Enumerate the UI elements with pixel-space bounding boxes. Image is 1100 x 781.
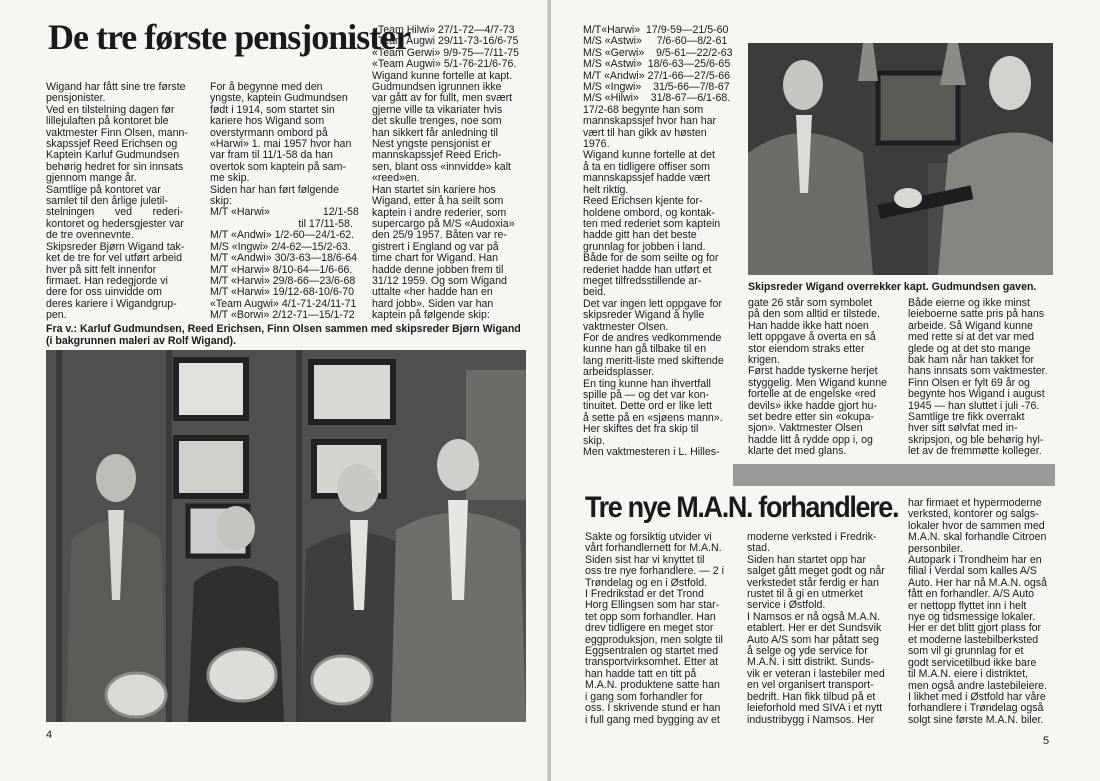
text-line: gjennom mange år. bbox=[46, 172, 137, 185]
text-line: kaptein på følgende skip: bbox=[372, 309, 490, 322]
text-line: M/T «Harwi» 8/10-64—1/6-66. bbox=[210, 263, 353, 276]
text-line: filial i Verdal som kalles A/S bbox=[908, 565, 1037, 578]
text-line: M/S «Ingwi» 31/5-66—7/8-67 bbox=[583, 81, 730, 94]
text-line: skip. bbox=[583, 434, 605, 447]
text-line: M/T «Borwi» 2/12-71—15/1-72 bbox=[210, 309, 355, 322]
text-line: hans innsats som vaktmester. bbox=[908, 365, 1048, 378]
text-line: M/S «Hilwi» 31/8-67—6/1-68. bbox=[583, 92, 731, 105]
text-line: Skipsreder Bjørn Wigand tak- bbox=[46, 240, 185, 253]
text-line: Finn Olsen er fylt 69 år og bbox=[908, 376, 1030, 389]
text-line: kontoret og hedersgjester var bbox=[46, 217, 184, 230]
text-line: lokaler hvor de sammen med bbox=[908, 519, 1045, 532]
text-line: lett oppgave å overta en så bbox=[748, 331, 876, 344]
text-line: i gang som forhandler for bbox=[585, 690, 703, 703]
text-line: Auto. Her har nå M.A.N. også bbox=[908, 576, 1047, 589]
text-line: For de andres vedkommende bbox=[583, 331, 722, 344]
headline: De tre første pensjonister bbox=[48, 17, 411, 57]
text-line: overstyrmann ombord på bbox=[210, 126, 328, 139]
text-line: Samtlige tre fikk overrakt bbox=[908, 411, 1025, 424]
text-line: fortelle at de engelske «red bbox=[748, 388, 876, 401]
text-line: nye og tidsmessige lokaler. bbox=[908, 611, 1036, 624]
text-line: lillejulaften på kontoret ble bbox=[46, 115, 169, 128]
text-line: personbiler. bbox=[908, 542, 963, 555]
text-line: Her skiftes det fra skip til bbox=[583, 423, 699, 436]
text-line: han sikkert får anledning til bbox=[372, 126, 499, 139]
text-line: sjon». Vaktmester Olsen bbox=[748, 422, 863, 435]
text-line: skipsreder Wigand å hylle bbox=[583, 309, 705, 322]
text-line: rustet til å gi en utmerket bbox=[747, 588, 863, 601]
text-line: var fram til 11/1-58 da han bbox=[210, 149, 333, 162]
text-line: M/S «Astwi» 18/6-63—25/6-65 bbox=[583, 58, 731, 71]
text-line: «Team Hilwi» 27/1-72—4/7-73 bbox=[372, 24, 515, 36]
text-line: mannskapssjef hvor han har bbox=[583, 115, 717, 128]
text-line: styggelig. Men Wigand kunne bbox=[748, 376, 887, 389]
text-line: M/T «Andwi» 27/1-66—27/5-66 bbox=[583, 69, 731, 82]
text-line: men også andre lastebileiere. bbox=[908, 679, 1047, 692]
text-line: overtok som kaptein på sam- bbox=[210, 160, 347, 173]
text-line: stor eiendom straks etter bbox=[748, 342, 865, 355]
text-line: hadde denne jobben frem til bbox=[372, 263, 504, 276]
text-line: helt riktig. bbox=[583, 183, 629, 196]
text-line: firmaet. Han redegjorde vi bbox=[46, 274, 168, 287]
text-line: M/S «Gerwi» 9/5-61—22/2-63 bbox=[583, 46, 733, 59]
text-line: et moderne lastebilberksted bbox=[908, 633, 1039, 646]
text-line: glede og at det sto mange bbox=[908, 342, 1031, 355]
text-line: 31/12 1959. Og som Wigand bbox=[372, 274, 507, 287]
text-line: Først hadde tyskerne herjet bbox=[748, 365, 878, 378]
text-line: gjerne ville ta vikariater hvis bbox=[372, 103, 503, 116]
text-line: bedrift. Han fikk tilbud på et bbox=[747, 690, 876, 703]
text-line: Siden sist har vi knyttet til bbox=[585, 553, 705, 566]
text-line: behørig hedret for sin innsats bbox=[46, 160, 184, 173]
text-line: godt servicetilbud ikke bare bbox=[908, 656, 1037, 669]
text-line: hver sitt sølvfat med in- bbox=[908, 422, 1018, 435]
text-line: moderne verksted i Fredrik- bbox=[747, 531, 877, 543]
text-line: oss. I skrivende stund er han bbox=[585, 702, 721, 715]
text-line: hard jobb». Siden var han bbox=[372, 297, 494, 310]
page-number: 4 bbox=[46, 729, 53, 741]
text-line: vaktmester Finn Olsen, mann- bbox=[46, 126, 188, 139]
text-line: vik er veteran i lastebiler med bbox=[747, 667, 885, 680]
text-line: dere for oss uinvidde om bbox=[46, 286, 163, 299]
group-photo-image bbox=[46, 350, 526, 722]
text-line: pen. bbox=[46, 309, 67, 322]
text-line: på den som alltid er tilstede. bbox=[748, 308, 880, 321]
text-line: I likhet med i Østfold har våre bbox=[908, 690, 1046, 703]
text-line: eggproduksjon, men solgte til bbox=[585, 633, 723, 646]
text-line: set bedre etter sin «okupa- bbox=[748, 411, 875, 424]
text-line: Wigand, etter å ha seilt som bbox=[372, 195, 504, 208]
text-line: lang meritt-liste med skiftende bbox=[583, 354, 724, 367]
text-line: krigen. bbox=[748, 354, 780, 367]
text-line: rederiet hadde han utført et bbox=[583, 263, 712, 276]
text-line: skapssjef Reed Erichsen og bbox=[46, 138, 178, 151]
text-line: transportvirksomhet. Etter at bbox=[585, 656, 719, 669]
article-column-1 bbox=[46, 82, 194, 322]
text-line: en vel organisert transport- bbox=[747, 679, 874, 692]
text-line: solgt sine første M.A.N. biler. bbox=[908, 713, 1044, 726]
text-line: å ta en tidligere offiser som bbox=[583, 160, 710, 173]
text-line: å sette på en «sjøens mann». bbox=[583, 411, 723, 424]
text-line: beid. bbox=[583, 286, 606, 299]
text-line: samlet til den årlige juletil- bbox=[46, 195, 168, 208]
right-page bbox=[551, 0, 1100, 781]
text-line: sen, blant oss «innvidde» kalt bbox=[372, 160, 511, 173]
text-line: har firmaet et hypermoderne bbox=[908, 497, 1042, 509]
text-line: kariere hos Wigand som bbox=[210, 115, 325, 128]
text-line: oss tre nye forhandlere. — 2 i bbox=[585, 565, 724, 578]
text-line: M/T «Harwi» 12/1-58 bbox=[210, 206, 359, 219]
section-divider-bar bbox=[733, 464, 1055, 486]
text-line: spille på — og det var kon- bbox=[583, 389, 710, 401]
article-column-7 bbox=[585, 532, 735, 726]
text-line: service i Østfold. bbox=[747, 599, 826, 612]
text-line: I Fredrikstad er det Trond bbox=[585, 588, 704, 601]
text-line: Autopark i Trondheim har en bbox=[908, 554, 1042, 567]
text-line: Sakte og forsiktig utvider vi bbox=[585, 531, 712, 543]
article-column-3 bbox=[372, 25, 522, 322]
text-line: 17/2-68 begynte han som bbox=[583, 103, 704, 116]
text-line: For å begynne med den bbox=[210, 81, 323, 93]
text-line: Gudmundsen igrunnen ikke bbox=[372, 81, 502, 94]
group-photo bbox=[46, 350, 526, 722]
text-line: forhandlere i Trøndelag også bbox=[908, 702, 1044, 715]
text-line: time chart for Wigand. Han bbox=[372, 252, 498, 265]
left-page bbox=[0, 0, 549, 781]
text-line: han hadde tatt en titt på bbox=[585, 667, 697, 680]
text-line: tinuitet. Dette ord er like lett bbox=[583, 400, 712, 413]
article-column-2 bbox=[210, 82, 360, 322]
text-line: kunne han gå tilbake til en bbox=[583, 343, 707, 356]
text-line: «reed»en. bbox=[372, 172, 420, 185]
text-line: Både eierne og ikke minst bbox=[908, 297, 1030, 309]
text-line: gistrert i England og var på bbox=[372, 240, 499, 253]
text-line: «Team Gerwi» 9/9-75—7/11-75 bbox=[372, 46, 520, 59]
text-line: Siden har han ført følgende bbox=[210, 183, 339, 196]
text-line: etablert. Her er det Sundsvik bbox=[747, 622, 882, 635]
text-line: Siden han startet opp har bbox=[747, 553, 866, 566]
text-line: yngste, kaptein Gudmundsen bbox=[210, 92, 348, 105]
text-line: leieforhold med SIVA i et nytt bbox=[747, 702, 883, 715]
text-line: arbeidsplasser. bbox=[583, 366, 655, 379]
text-line: skip: bbox=[210, 195, 232, 208]
award-photo-image bbox=[748, 43, 1053, 275]
text-line: M.A.N. skal forhandle Citroen bbox=[908, 531, 1047, 544]
text-line: klarte det med glans. bbox=[748, 445, 847, 458]
section-headline: Tre nye M.A.N. forhandlere. bbox=[585, 491, 899, 524]
text-line: vaktmester Olsen. bbox=[583, 320, 669, 333]
text-line: ten med rederiet som kaptein bbox=[583, 217, 721, 230]
text-line: å selge og yde service for bbox=[747, 645, 868, 658]
text-line: uttalte «her hadde han en bbox=[372, 286, 493, 299]
text-line: Han hadde ikke hatt noen bbox=[748, 319, 869, 332]
text-line: En ting kunne han ihvertfall bbox=[583, 377, 711, 390]
text-line: kaptein i andre rederier, som bbox=[372, 206, 507, 219]
text-line: Horg Ellingsen som har star- bbox=[585, 599, 720, 612]
text-line: deres kariere i Wigandgrup- bbox=[46, 297, 177, 310]
text-line: holdene ombord, og kontak- bbox=[583, 206, 715, 219]
text-line: vårt forhandlernett for M.A.N. bbox=[585, 542, 722, 555]
text-line: stad. bbox=[747, 542, 770, 555]
text-line: Wigand har fått sine tre første bbox=[46, 81, 186, 93]
text-line: ket de tre for vel utført arbeid bbox=[46, 252, 183, 265]
text-line: «Team Augwi 29/11-73-16/6-75 bbox=[372, 35, 519, 48]
text-line: arbeide. Så Wigand kunne bbox=[908, 319, 1033, 332]
text-line: grunnlag for jobben i land. bbox=[583, 240, 706, 253]
text-line: det skulle trenges, noe som bbox=[372, 115, 502, 128]
text-line: gate 26 står som symbolet bbox=[748, 297, 873, 309]
text-line: den 25/9 1957. Båten var re- bbox=[372, 229, 507, 242]
text-line: 1976. bbox=[583, 138, 610, 151]
text-line: drev tidligere en meget stor bbox=[585, 622, 714, 635]
text-line: Han startet sin kariere hos bbox=[372, 183, 496, 196]
text-line: devils» ikke hadde gjort hu- bbox=[748, 399, 877, 412]
text-line: me skip. bbox=[210, 172, 250, 185]
award-photo-caption: Skipsreder Wigand overrekker kapt. Gudmundsen gaven. bbox=[748, 281, 1037, 293]
article-column-5 bbox=[748, 298, 896, 458]
text-line: «Harwi» 1. mai 1957 hvor han bbox=[210, 138, 352, 151]
text-line: stelningen ved rederi- bbox=[46, 206, 184, 219]
award-photo bbox=[748, 43, 1053, 275]
page-number: 5 bbox=[1043, 735, 1050, 747]
text-line: verkstedet står ferdig er han bbox=[747, 576, 879, 589]
text-line: meget tilfredsstillende ar- bbox=[583, 274, 702, 287]
article-column-6 bbox=[908, 298, 1058, 458]
text-line: født i 1914, som startet sin bbox=[210, 103, 335, 116]
text-line: mannskapssjef Reed Erich- bbox=[372, 149, 502, 162]
text-line: Men vaktmesteren i L. Hilles- bbox=[583, 446, 720, 459]
text-line: let av de fremmøtte kolleger. bbox=[908, 445, 1042, 458]
text-line: Wigand kunne fortelle at kapt. bbox=[372, 69, 513, 82]
text-line: 1945 — han sluttet i juli -76. bbox=[908, 399, 1040, 412]
text-line: Wigand kunne fortelle at det bbox=[583, 149, 715, 162]
text-line: M/S «Ingwi» 2/4-62—15/2-63. bbox=[210, 240, 351, 253]
text-line: M/T «Andwi» 30/3-63—18/6-64 bbox=[210, 252, 358, 265]
text-line: M/T «Andwi» 1/2-60—24/1-62. bbox=[210, 229, 355, 242]
text-line: «Team Augwi» 4/1-71-24/11-71 bbox=[210, 297, 357, 310]
article-column-9 bbox=[908, 498, 1060, 726]
text-line: Kaptein Karluf Gudmundsen bbox=[46, 149, 180, 162]
text-line: supercargo på M/S «Audoxia» bbox=[372, 217, 515, 230]
text-line: hver på sitt felt innenfor bbox=[46, 263, 157, 276]
article-column-4 bbox=[583, 25, 743, 458]
text-line: til M.A.N. eiere i distriktet, bbox=[908, 668, 1029, 681]
text-line: bak ham når han takket for bbox=[908, 354, 1035, 367]
text-line: skripsjon, og ble behørig hyl- bbox=[908, 433, 1044, 446]
text-line: med rette si at det var med bbox=[908, 331, 1035, 344]
text-line: fått en forhandler. A/S Auto bbox=[908, 588, 1035, 601]
text-line: Både for de som seilte og for bbox=[583, 252, 719, 265]
text-line: leieboerne satte pris på hans bbox=[908, 308, 1045, 321]
text-line: industribygg i Namsos. Her bbox=[747, 713, 875, 726]
text-line: Ved en tilstelning dagen før bbox=[46, 103, 175, 116]
text-line: M/T «Harwi» 19/12-68-10/6-70 bbox=[210, 286, 355, 299]
text-line: til 17/11-58. bbox=[210, 217, 353, 230]
text-line: Nest yngste pensjonist er bbox=[372, 138, 491, 151]
article-column-8 bbox=[747, 532, 897, 726]
text-line: M.A.N. produktene satte han bbox=[585, 679, 720, 692]
text-line: M.A.N. i sitt distrikt. Sunds- bbox=[747, 656, 875, 669]
text-line: salget gått meget godt og når bbox=[747, 565, 885, 578]
text-line: verksted, kontorer og salgs- bbox=[908, 508, 1039, 521]
text-line: i full gang med bygging av et bbox=[585, 713, 720, 726]
text-line: Trøndelag og en i Østfold. bbox=[585, 576, 708, 589]
text-line: begynte hos Wigand i august bbox=[908, 388, 1045, 401]
group-photo-caption: Fra v.: Karluf Gudmundsen, Reed Erichsen, Finn Olsen sammen med skipsreder Bjørn Wigand (i bakgrunnen maleri av Rolf Wigand). bbox=[46, 323, 521, 347]
text-line: Samtlige på kontoret var bbox=[46, 183, 161, 196]
text-line: Eggsentralen og startet med bbox=[585, 645, 719, 658]
text-line: pensjonister. bbox=[46, 92, 106, 105]
text-line: tet opp som forhandler. Han bbox=[585, 610, 716, 623]
text-line: I Namsos er nå også M.A.N. bbox=[747, 610, 881, 623]
text-line: er nettopp flyttet inn i helt bbox=[908, 599, 1027, 612]
text-line: Her er det blitt gjort plass for bbox=[908, 622, 1042, 635]
text-line: som vil gi grunnlag for et bbox=[908, 645, 1024, 658]
text-line: Reed Erichsen kjente for- bbox=[583, 195, 703, 208]
text-line: vært til han gikk av høsten bbox=[583, 126, 707, 139]
text-line: M/T«Harwi» 17/9-59—21/5-60 bbox=[583, 24, 729, 36]
text-line: hadde gitt han det beste bbox=[583, 229, 697, 242]
text-line: Det var ingen lett oppgave for bbox=[583, 297, 722, 310]
text-line: mannskapssjef hadde vært bbox=[583, 172, 711, 185]
text-line: var gått av for fullt, men svært bbox=[372, 92, 513, 105]
text-line: M/S «Astwi» 7/6-60—8/2-61 bbox=[583, 35, 728, 48]
text-line: «Team Augwi» 5/1-76-21/6-76. bbox=[372, 58, 517, 71]
text-line: hadde litt å rydde opp i, og bbox=[748, 433, 873, 446]
text-line: de tre ovennevnte. bbox=[46, 229, 134, 242]
text-line: M/T «Harwi» 29/8-66—23/6-68 bbox=[210, 274, 356, 287]
text-line: Auto A/S som har påtatt seg bbox=[747, 633, 879, 646]
